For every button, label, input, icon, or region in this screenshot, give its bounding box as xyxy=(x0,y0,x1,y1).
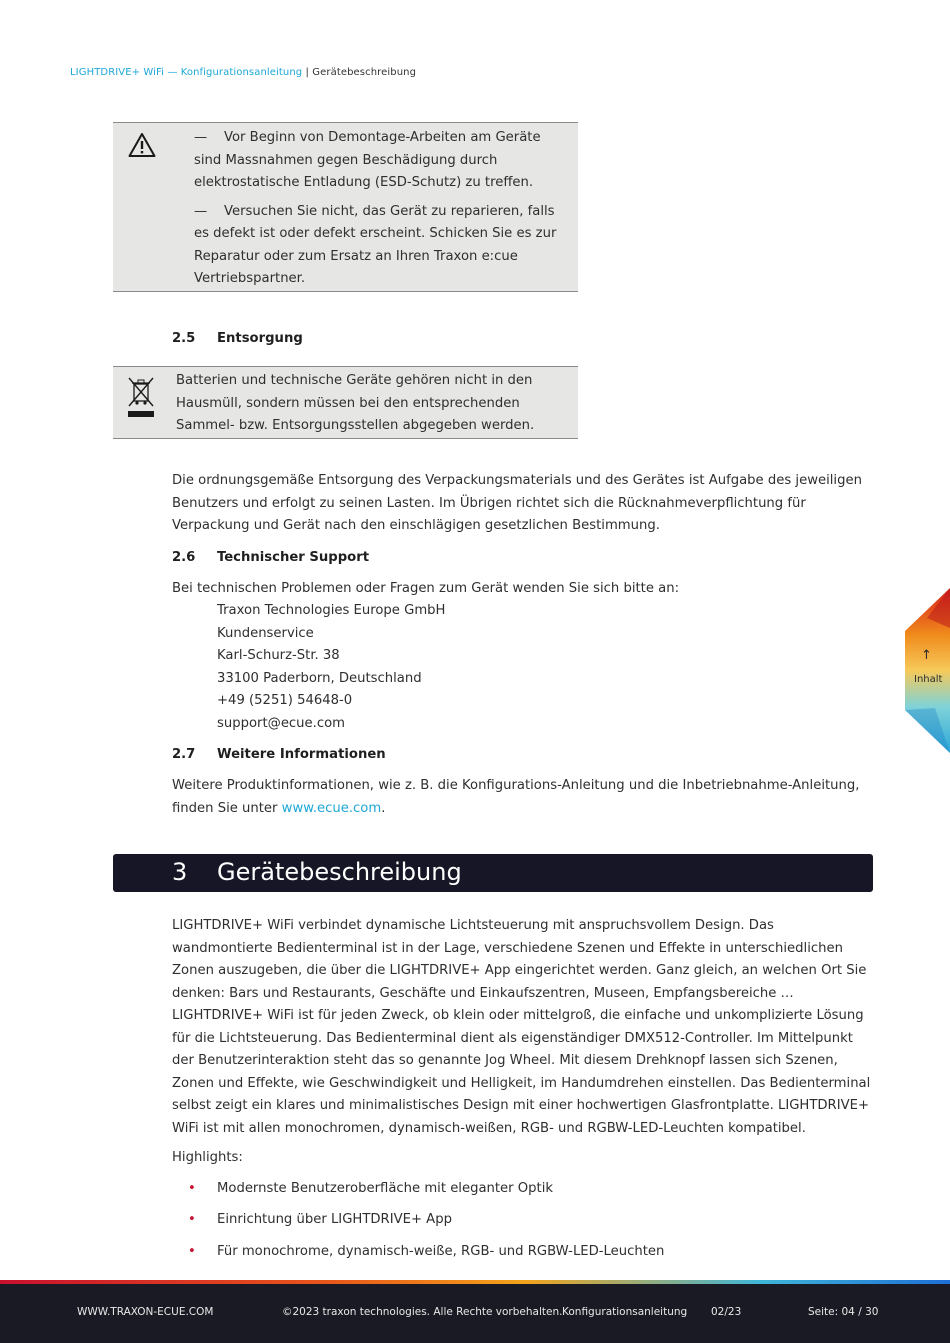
footer-copyright: ©2023 traxon technologies. Alle Rechte vorbehalten. xyxy=(282,1306,563,1318)
chapter-title: Gerätebeschreibung xyxy=(217,858,462,886)
bullet-icon: • xyxy=(188,1244,196,1259)
toc-tab-background xyxy=(905,588,950,753)
warning-notice xyxy=(113,122,578,292)
chapter-number: 3 xyxy=(172,858,188,886)
section-heading-2-5: 2.5 Entsorgung xyxy=(172,331,303,346)
breadcrumb-separator: | xyxy=(302,67,313,78)
dash: — xyxy=(194,203,208,219)
chapter-heading xyxy=(113,854,873,892)
support-company: Traxon Technologies Europe GmbH xyxy=(217,603,446,618)
list-item: • Einrichtung über LIGHTDRIVE+ App xyxy=(188,1212,452,1227)
warning-item: — Versuchen Sie nicht, das Gerät zu reparieren, falls es defekt ist oder defekt erscheint. Schicken Sie es zur Reparatur oder zum Ersatz an Ihren Traxon e:cue Vertriebspartner. xyxy=(194,203,557,286)
disposal-notice-text: Batterien und technische Geräte gehören nicht in den Hausmüll, sondern müssen bei den entsprechenden Sammel- bzw. Entsorgungsstellen abgegeben werden. xyxy=(176,373,535,433)
footer-page-number: Seite: 04 / 30 xyxy=(808,1306,879,1318)
support-street: Karl-Schurz-Str. 38 xyxy=(217,648,340,663)
dash: — xyxy=(194,130,208,145)
support-intro: Bei technischen Problemen oder Fragen zum Gerät wenden Sie sich bitte an: xyxy=(172,581,680,596)
section-heading-2-7: 2.7 Weitere Informationen xyxy=(172,747,386,762)
bullet-icon: • xyxy=(188,1181,196,1196)
disposal-paragraph: Die ordnungsgemäße Entsorgung des Verpackungsmaterials und des Gerätes ist Aufgabe des jeweiligen Benutzers und erfolgt zu seinen Lasten. Im Übrigen richtet sich die Rücknahmeverpflichtung für Verpackung und Gerät nach den einschlägigen gesetzlichen Bestimmung. xyxy=(172,473,862,533)
arrow-up-icon: ↑ xyxy=(921,648,932,663)
breadcrumb-doc-link[interactable]: LIGHTDRIVE+ WiFi — Konfigurationsanleitung xyxy=(70,67,303,78)
support-address xyxy=(217,600,445,735)
highlights-label: Highlights: xyxy=(172,1150,243,1165)
bullet-icon: • xyxy=(188,1212,196,1227)
toc-side-tab[interactable] xyxy=(905,588,950,753)
list-item: • Modernste Benutzeroberfläche mit eleganter Optik xyxy=(188,1181,554,1196)
section-heading-2-6: 2.6 Technischer Support xyxy=(172,550,370,565)
warning-item: — Vor Beginn von Demontage-Arbeiten am Geräte sind Massnahmen gegen Beschädigung durch elektrostatische Entladung (ESD-Schutz) zu treffen. xyxy=(194,130,541,190)
support-department: Kundenservice xyxy=(217,625,314,641)
footer-website-link[interactable]: WWW.TRAXON-ECUE.COM xyxy=(77,1306,214,1318)
footer-color-strip xyxy=(0,1280,950,1284)
support-email[interactable]: support@ecue.com xyxy=(217,715,346,731)
footer-version: 02/23 xyxy=(711,1306,742,1318)
footer-doc-type: Konfigurationsanleitung xyxy=(562,1306,688,1318)
warning-triangle-icon xyxy=(128,132,156,158)
description-paragraph: LIGHTDRIVE+ WiFi verbindet dynamische Lichtsteuerung mit anspruchsvollem Design. Das wandmontierte Bedienterminal ist in der Lage, verschiedene Szenen und Effekte in unterschiedlichen Zonen auszugeben, die über die LIGHTDRIVE+ App eingerichtet werden. Ganz gleich, an welchen Ort Sie denken: Bars und Restaurants, Geschäfte und Einkaufszentren, Museen, Empfangsbereiche … LIGHTDRIVE+ WiFi ist für jeden Zweck, ob klein oder mittelgroß, die einfache und unkomplizierte Lösung für die Lichtsteuerung. Das Bedienterminal dient als eigenständiger DMX512-Controller. Im Mittelpunkt der Benutzerinteraktion steht das so genannte Jog Wheel. Mit diesem Drehknopf lassen sich Szenen, Zonen und Effekte, wie Geschwindigkeit und Helligkeit, im Handumdrehen einstellen. Das Bedienterminal selbst zeigt ein klares und minimalistisches Design mit einer hochwertigen Glasfrontplatte. LIGHTDRIVE+ WiFi ist mit allen monochromen, dynamisch-weißen, RGB- und RGBW-LED-Leuchten kompatibel. xyxy=(172,918,871,1136)
breadcrumb-current: Gerätebeschreibung xyxy=(312,67,417,78)
support-city: 33100 Paderborn, Deutschland xyxy=(217,670,422,686)
breadcrumb xyxy=(70,67,416,78)
weee-crossed-bin-icon xyxy=(126,376,156,420)
list-item: • Für monochrome, dynamisch-weiße, RGB- und RGBW-LED-Leuchten xyxy=(188,1244,665,1259)
support-phone[interactable]: +49 (5251) 54648-0 xyxy=(217,693,353,708)
toc-tab-label: Inhalt xyxy=(914,674,943,685)
ecue-website-link[interactable]: www.ecue.com xyxy=(281,800,382,816)
disposal-notice xyxy=(113,366,578,439)
more-info-paragraph: Weitere Produktinformationen, wie z. B. die Konfigurations-Anleitung und die Inbetriebnahme-Anleitung, finden Sie unter www.ecue.com. xyxy=(172,778,860,816)
footer xyxy=(0,1280,950,1343)
